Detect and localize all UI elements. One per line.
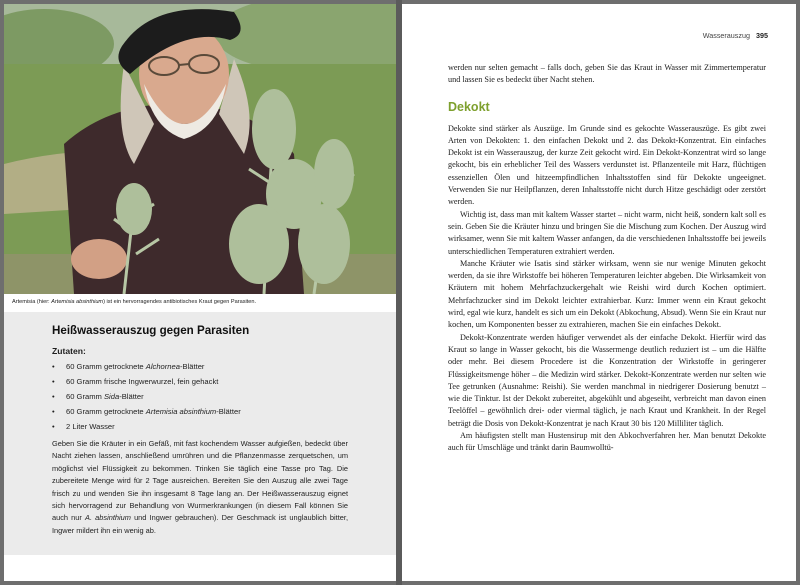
- left-page: [4, 4, 396, 581]
- ingredients-list: [52, 359, 348, 434]
- photo-herbalist-with-artemisia: [4, 4, 396, 294]
- right-page: [402, 4, 796, 581]
- paragraph: Wichtig ist, dass man mit kaltem Wasser startet – nicht warm, nicht heiß, sondern kalt soll es sein. Geben Sie die Kräuter hinzu und bringen Sie die Mischung zum Kochen. Der Auszug wird wirksamer, wenn Sie mit kaltem Wasser anfangen, da die verschiedenen Inhaltsstoffe bei jeweils unterschiedlichen Temperaturen extrahiert werden.: [448, 209, 766, 256]
- photo-caption: [12, 298, 392, 306]
- caption-species: Artemisia absinthium: [51, 299, 104, 305]
- paragraph: Dekokt-Konzentrate werden häufiger verwendet als der einfache Dekokt. Hierfür wird das Kraut so lange in Wasser gekocht, bis die Wassermenge deutlich reduziert ist – um die Hälfte oder mehr. Bei diesem Procedere ist die Konzentration der Wirkstoffe in geringerer Flüssigkeitsmenge höher – die Medizin wird stärker. Dekokt-Konzentrate werden nur selten wie Tee getrunken (Ausnahme: Reishi). Sie werden manchmal in niedrigerer Dosierung benutzt – wie die Tinktur. Ist der Dekokt zubereitet, abgekühlt und abgeseiht, verbreicht man davon einen Teelöffel – gewöhnlich drei- oder viermal täglich, je nach Kraut und Krankheit. In der Regel beträgt die Dosis von Dekokt-Konzentrat je nach Kraut 30 bis 120 Milliliter täglich.: [448, 332, 766, 428]
- paragraph: Dekokte sind stärker als Auszüge. Im Grunde sind es gekochte Wasserauszüge. Es gibt zwei Arten von Dekokten: 1. den einfachen Dekokt und 2. das Dekokt-Konzentrat. Ein einfaches Dekokt ist ein Wasserauszug, der kurze Zeit gekocht wird. Ein Dekokt-Konzentrat wird so lange gekocht, bis ein erheblicher Teil des Wassers verdunstet ist. Pflanzenteile mit Harz, flüchtigen essenziellen Ölen und hitzeempfindlichen Inhaltsstoffen sind für Dekokte ungeeignet. Verwenden Sie nur Heilpflanzen, deren Inhaltsstoffe nicht durch Hitze geschädigt oder zerstört werden.: [448, 123, 766, 207]
- caption-rest: ) ist ein hervorragendes antibiotisches Kraut gegen Parasiten.: [103, 299, 257, 305]
- recipe-box: [4, 312, 396, 555]
- ingredient-item: • 60 Gramm getrocknete Artemisia absinthium-Blätter: [52, 404, 348, 419]
- paragraph: werden nur selten gemacht – falls doch, geben Sie das Kraut in Wasser mit Zimmertemperatur und lassen Sie es bedeckt über Nacht stehen.: [448, 63, 766, 85]
- paragraph: Manche Kräuter wie Isatis sind stärker wirksam, wenn sie nur wenige Minuten gekocht werden, da sie ihre Wirkstoffe bei höheren Temperaturen leichter abgeben. Die Wirksamkeit von Kräutern mit hohem Mehrfachzuckergehalt wie Reishi wird durch Kochen optimiert. Mehrfachzucker sind im Dekokt leichter extrahierbar. Kurz: Immer wenn ein Kraut gekocht wird, egal wie kurz, handelt es sich um ein Dekokt (Abkochung, Absud). Wenn Sie ein Kraut nur kochen, um Komponenten besser zu extrahieren, machen Sie ein einfaches Dekokt.: [448, 258, 766, 330]
- section-heading: Dekokt: [448, 99, 490, 114]
- paragraph: Am häufigsten stellt man Hustensirup mit den Abkochverfahren her. Man benutzt Dekokte auch für Umschläge und tränkt darin Baumwolltü-: [448, 431, 766, 453]
- body-text: [448, 62, 766, 455]
- ingredient-item: • 60 Gramm getrocknete Alchornea-Blätter: [52, 359, 348, 374]
- photo-illustration: [4, 4, 396, 294]
- ingredients-heading: Zutaten:: [52, 346, 86, 356]
- ingredient-item: • 60 Gramm frische Ingwerwurzel, fein gehackt: [52, 374, 348, 389]
- ingredient-item: • 60 Gramm Sida-Blätter: [52, 389, 348, 404]
- page-number: 395: [756, 31, 768, 40]
- recipe-instructions: Geben Sie die Kräuter in ein Gefäß, mit fast kochendem Wasser aufgießen, bedeckt über Nacht ziehen lassen, anschließend umrühren und die Pflanzenmasse zerquetschen, um möglichst viel Flüssigkeit zu bekommen. Trinken Sie täglich eine Tasse pro Tag. Die zubereitete Menge wird für 2 Tage ausreichen. Bereiten Sie den Auszug alle zwei Tage frisch zu und wenden Sie ihn insgesamt 8 Tage lang an. Der Heißwasserauszug eignet sich hervorragend zur Behandlung von Wurmerkrankungen (in diesem Fall können Sie auch nur A. absinthium und Ingwer gebrauchen). Der Geschmack ist unglaublich bitter, Ingwer mildert ihn ein wenig ab.: [52, 439, 349, 535]
- ingredient-item: • 2 Liter Wasser: [52, 419, 348, 434]
- recipe-title: Heißwasserauszug gegen Parasiten: [52, 324, 250, 337]
- running-head: [703, 31, 768, 40]
- caption-paren: (hier:: [35, 299, 52, 305]
- running-head-title: Wasserauszug: [702, 31, 750, 40]
- caption-name: Artemisia: [12, 299, 36, 305]
